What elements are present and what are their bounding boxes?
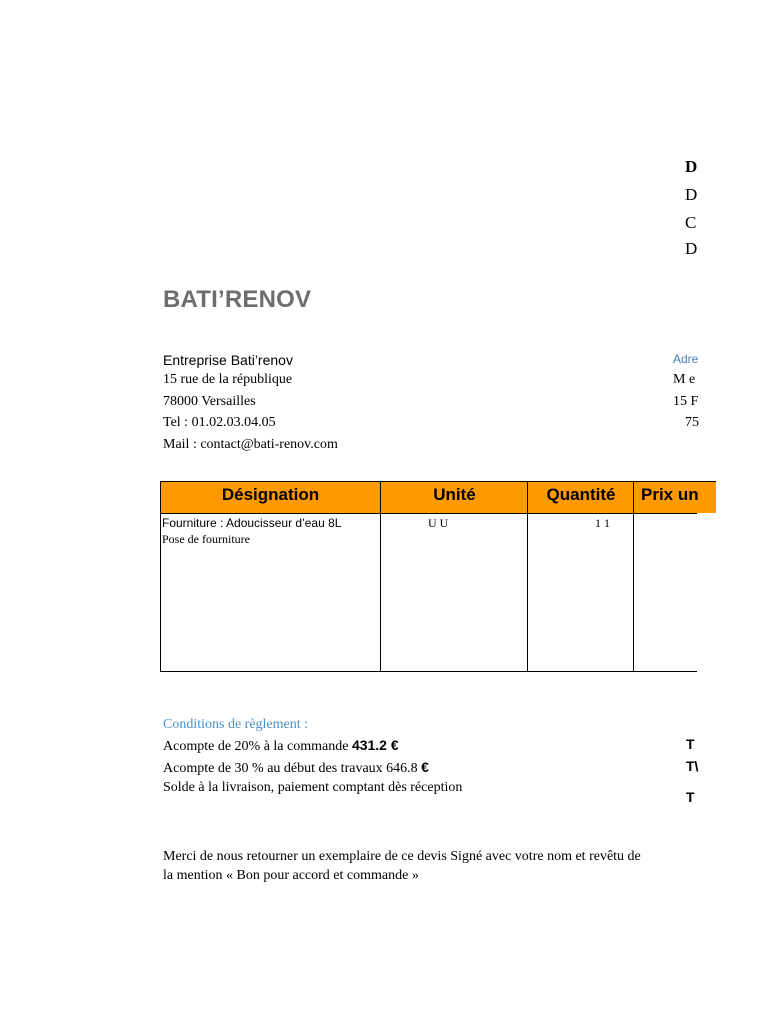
total-label-2: T\ bbox=[686, 758, 699, 774]
cutoff-letter-3: C bbox=[685, 213, 697, 232]
row-quantite: 1 1 bbox=[595, 516, 610, 530]
cutoff-letter-4: D bbox=[685, 239, 698, 258]
header-designation: Désignation bbox=[221, 485, 320, 504]
row-designation-1: Fourniture : Adoucisseur d’eau 8L bbox=[162, 516, 342, 530]
sender-phone: Tel : 01.02.03.04.05 bbox=[163, 415, 276, 430]
total-label-1: T bbox=[686, 736, 695, 752]
footer-note-line-2: la mention « Bon pour accord et commande » bbox=[163, 868, 419, 883]
col-divider-1 bbox=[380, 481, 381, 672]
recipient-street: 15 F bbox=[673, 394, 699, 409]
conditions-line-2-euro: € bbox=[421, 759, 429, 775]
conditions-line-2-text: Acompte de 30 % au début des travaux 646.8 bbox=[163, 761, 422, 776]
conditions-line-3: Solde à la livraison, paiement comptant dès réception bbox=[163, 780, 463, 795]
col-divider-2 bbox=[527, 481, 528, 672]
footer-note-line-1: Merci de nous retourner un exemplaire de ce devis Signé avec votre nom et revêtu de bbox=[163, 849, 641, 864]
conditions-line-1-amount: 431.2 € bbox=[351, 737, 399, 753]
company-name: BATI’RENOV bbox=[163, 286, 312, 313]
conditions-label: Conditions de règlement : bbox=[163, 717, 309, 732]
recipient-name: M e bbox=[673, 372, 696, 387]
col-divider-3 bbox=[633, 481, 634, 672]
table-border-bottom bbox=[160, 671, 697, 672]
recipient-label: Adre bbox=[673, 352, 699, 366]
total-label-3: T bbox=[686, 789, 695, 805]
conditions-line-1-text: Acompte de 20% à la commande bbox=[163, 739, 352, 754]
header-unite: Unité bbox=[433, 485, 476, 504]
row-unite: U U bbox=[428, 516, 449, 530]
row-designation-2: Pose de fourniture bbox=[162, 532, 250, 546]
sender-email: Mail : contact@bati-renov.com bbox=[163, 437, 338, 452]
sender-company: Entreprise Bati’renov bbox=[163, 352, 293, 368]
sender-street: 15 rue de la république bbox=[163, 372, 293, 387]
header-quantite: Quantité bbox=[546, 485, 616, 504]
recipient-city: 75 bbox=[685, 415, 699, 430]
conditions-line-2 bbox=[163, 759, 429, 777]
quote-table bbox=[160, 481, 716, 672]
conditions-line-1 bbox=[163, 737, 399, 755]
table-border-left bbox=[160, 481, 161, 672]
header-prix: Prix un bbox=[641, 485, 699, 504]
cutoff-letter-2: D bbox=[685, 185, 698, 204]
sender-city: 78000 Versailles bbox=[163, 394, 256, 409]
header-divider bbox=[160, 513, 697, 514]
cutoff-letter-1: D bbox=[685, 157, 698, 176]
